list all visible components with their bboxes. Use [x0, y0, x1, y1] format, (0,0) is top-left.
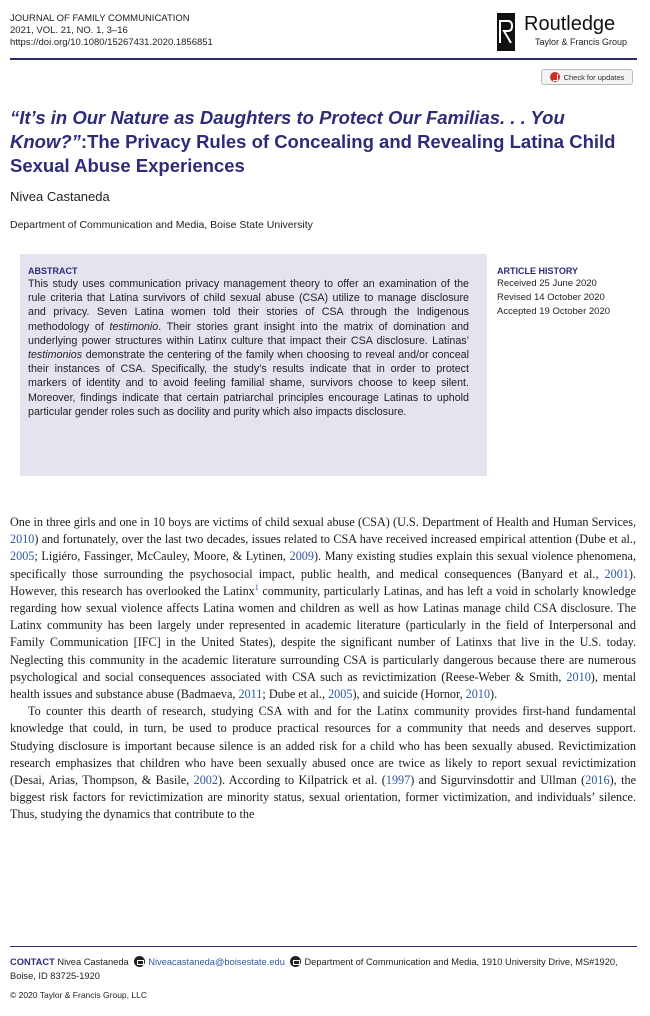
citation-link[interactable]: 2001: [604, 566, 629, 581]
abstract-heading: ABSTRACT: [28, 266, 78, 276]
text-run: To counter this dearth of research, studying CSA with and for the Latinx community provides first-hand fundamental knowledge that could, in turn, be used to produce practical resources for a community that needs and deserves support. Studying disclosure is important because silence is an added risk for a child who has been sexually abused. Revictimization research emphasizes that children who have been sexually abused once are twice as likely to report sexual revictimization (Desai, Arias, Thompson, & Basile,: [10, 704, 636, 788]
history-revised: Revised 14 October 2020: [497, 292, 605, 303]
history-received: Received 25 June 2020: [497, 278, 597, 289]
check-updates-button[interactable]: [541, 69, 633, 85]
history-accepted: Accepted 19 October 2020: [497, 306, 611, 317]
citation-link[interactable]: 2009: [289, 549, 314, 564]
text-run: ) and Sigurvinsdottir and Ullman (: [410, 773, 586, 788]
publisher-logo: [497, 10, 637, 52]
footnote-marker[interactable]: 1: [254, 582, 259, 592]
abstract-text-part: demonstrate the centering of the family when choosing to reveal and/or conceal their instances of CSA. Specifically, the study’s results indicate that in order to protect markers of identity and to avoid feeling familial shame, survivors choose to keep silent. Moreover, findings indicate that certain patriarchal principles encourage Latinas to uphold particular gender roles such as docility and purity which also impacts disclosure.: [28, 349, 469, 418]
body-paragraph-2: [10, 703, 636, 823]
copyright: © 2020 Taylor & Francis Group, LLC: [10, 990, 147, 1000]
author-affiliation: Department of Communication and Media, Boise State University: [10, 219, 313, 231]
article-history-heading: ARTICLE HISTORY: [497, 266, 579, 276]
publisher-name: Routledge: [524, 13, 616, 35]
text-run: ), the biggest risk factors for revictimization are minority status, sexual orientation, former victimization, and individuals’ silence. Thus, studying the dynamics that contribute to the: [10, 773, 637, 822]
check-updates-icon: [550, 72, 560, 82]
text-run: community, particularly Latinas, and has left a void in scholarly knowledge regarding how sexual violence affects Latina women and children as well as how Latinas manage child CSA disclosure. The Latinx community has been largely under represented in academic literature (particularly in the field of Interpersonal and Family Communication [IFC] in the United States), despite the significant number of Latinxs that live in the U.S. today. Neglecting this community in the academic literature surrounding CSA is particularly dangerous because there are numerous psychological and social consequences associated with CSA such as revictimization (Reese-Weber & Smith,: [10, 583, 636, 684]
abstract-text-part: . Their stories grant insight into the matrix of domination and underlying power structures within Latinx culture that impact their CSA disclosure. Latinas’: [28, 320, 469, 347]
citation-link[interactable]: 2010: [566, 669, 591, 684]
text-run: ; Ligiéro, Fassinger, McCauley, Moore, & Lytinen,: [34, 549, 290, 564]
citation-link[interactable]: 2011: [238, 687, 263, 702]
citation-link[interactable]: 2005: [10, 549, 35, 564]
contact-label: CONTACT: [10, 957, 55, 967]
text-run: ), and suicide (Hornor,: [352, 687, 466, 702]
text-run: ), mental health issues and substance abuse (Badmaeva,: [10, 669, 636, 702]
citation-link[interactable]: 2002: [193, 773, 218, 788]
header-rule: [10, 58, 637, 60]
address-icon: [290, 956, 301, 967]
journal-name: JOURNAL OF FAMILY COMMUNICATION: [10, 13, 190, 24]
text-run: One in three girls and one in 10 boys are victims of child sexual abuse (CSA) (U.S. Department of Health and Human Services,: [10, 515, 636, 529]
body-paragraph-1: [10, 514, 636, 703]
abstract-emphasis: testimonios: [28, 349, 83, 362]
abstract-text-part: This study uses communication privacy management theory to offer an examination of the rule criteria that Latina survivors of child sexual abuse (CSA) utilize to manage disclosure and privacy. Seven Latina women told their stories of CSA through the Indigenous methodology of: [28, 278, 469, 333]
journal-doi[interactable]: https://doi.org/10.1080/15267431.2020.1856851: [10, 37, 213, 48]
article-title: [10, 106, 640, 178]
citation-link[interactable]: 2010: [465, 687, 491, 702]
citation-link[interactable]: 2005: [328, 687, 353, 702]
publisher-subtitle: Taylor & Francis Group: [535, 37, 628, 47]
citation-link[interactable]: 2016: [585, 773, 610, 788]
abstract-emphasis: testimonio: [109, 320, 159, 333]
contact-name: Nivea Castaneda: [57, 957, 129, 967]
routledge-logo-icon: [497, 13, 515, 51]
journal-volume: 2021, VOL. 21, NO. 1, 3–16: [10, 25, 128, 36]
footer-rule: [10, 946, 637, 947]
abstract-text: [28, 277, 469, 419]
email-icon: [134, 956, 145, 967]
article-title-italic: “It’s in Our Nature as Daughters to Protect Our Familias. . . You Know?”: [10, 107, 565, 152]
article-title-rest: :The Privacy Rules of Concealing and Revealing Latina Child Sexual Abuse Experiences: [10, 131, 616, 176]
contact-address: Department of Communication and Media, 1910 University Drive, MS#1920, Boise, ID 83725-1920: [10, 957, 618, 981]
author-name[interactable]: Nivea Castaneda: [10, 189, 110, 204]
body-text: [10, 514, 636, 824]
citation-link[interactable]: 2010: [10, 532, 35, 547]
text-run: ). According to Kilpatrick et al. (: [217, 773, 386, 788]
text-run: ).: [490, 687, 498, 702]
text-run: ; Dube et al.,: [262, 687, 329, 702]
text-run: ). However, this research has overlooked the Latinx: [10, 566, 636, 598]
journal-info: [10, 13, 213, 49]
citation-link[interactable]: 1997: [385, 773, 411, 788]
contact-email-link[interactable]: Niveacastaneda@boisestate.edu: [148, 957, 285, 967]
text-run: ) and fortunately, over the last two decades, issues related to CSA have received increased empirical attention (Dube et al.,: [34, 532, 636, 547]
check-updates-label: Check for updates: [563, 72, 625, 82]
contact-info: [10, 955, 640, 983]
text-run: ). Many existing studies explain this sexual violence phenomena, specifically those surrounding the psychosocial impact, public health, and medical consequences (Banyard et al.,: [10, 549, 637, 581]
